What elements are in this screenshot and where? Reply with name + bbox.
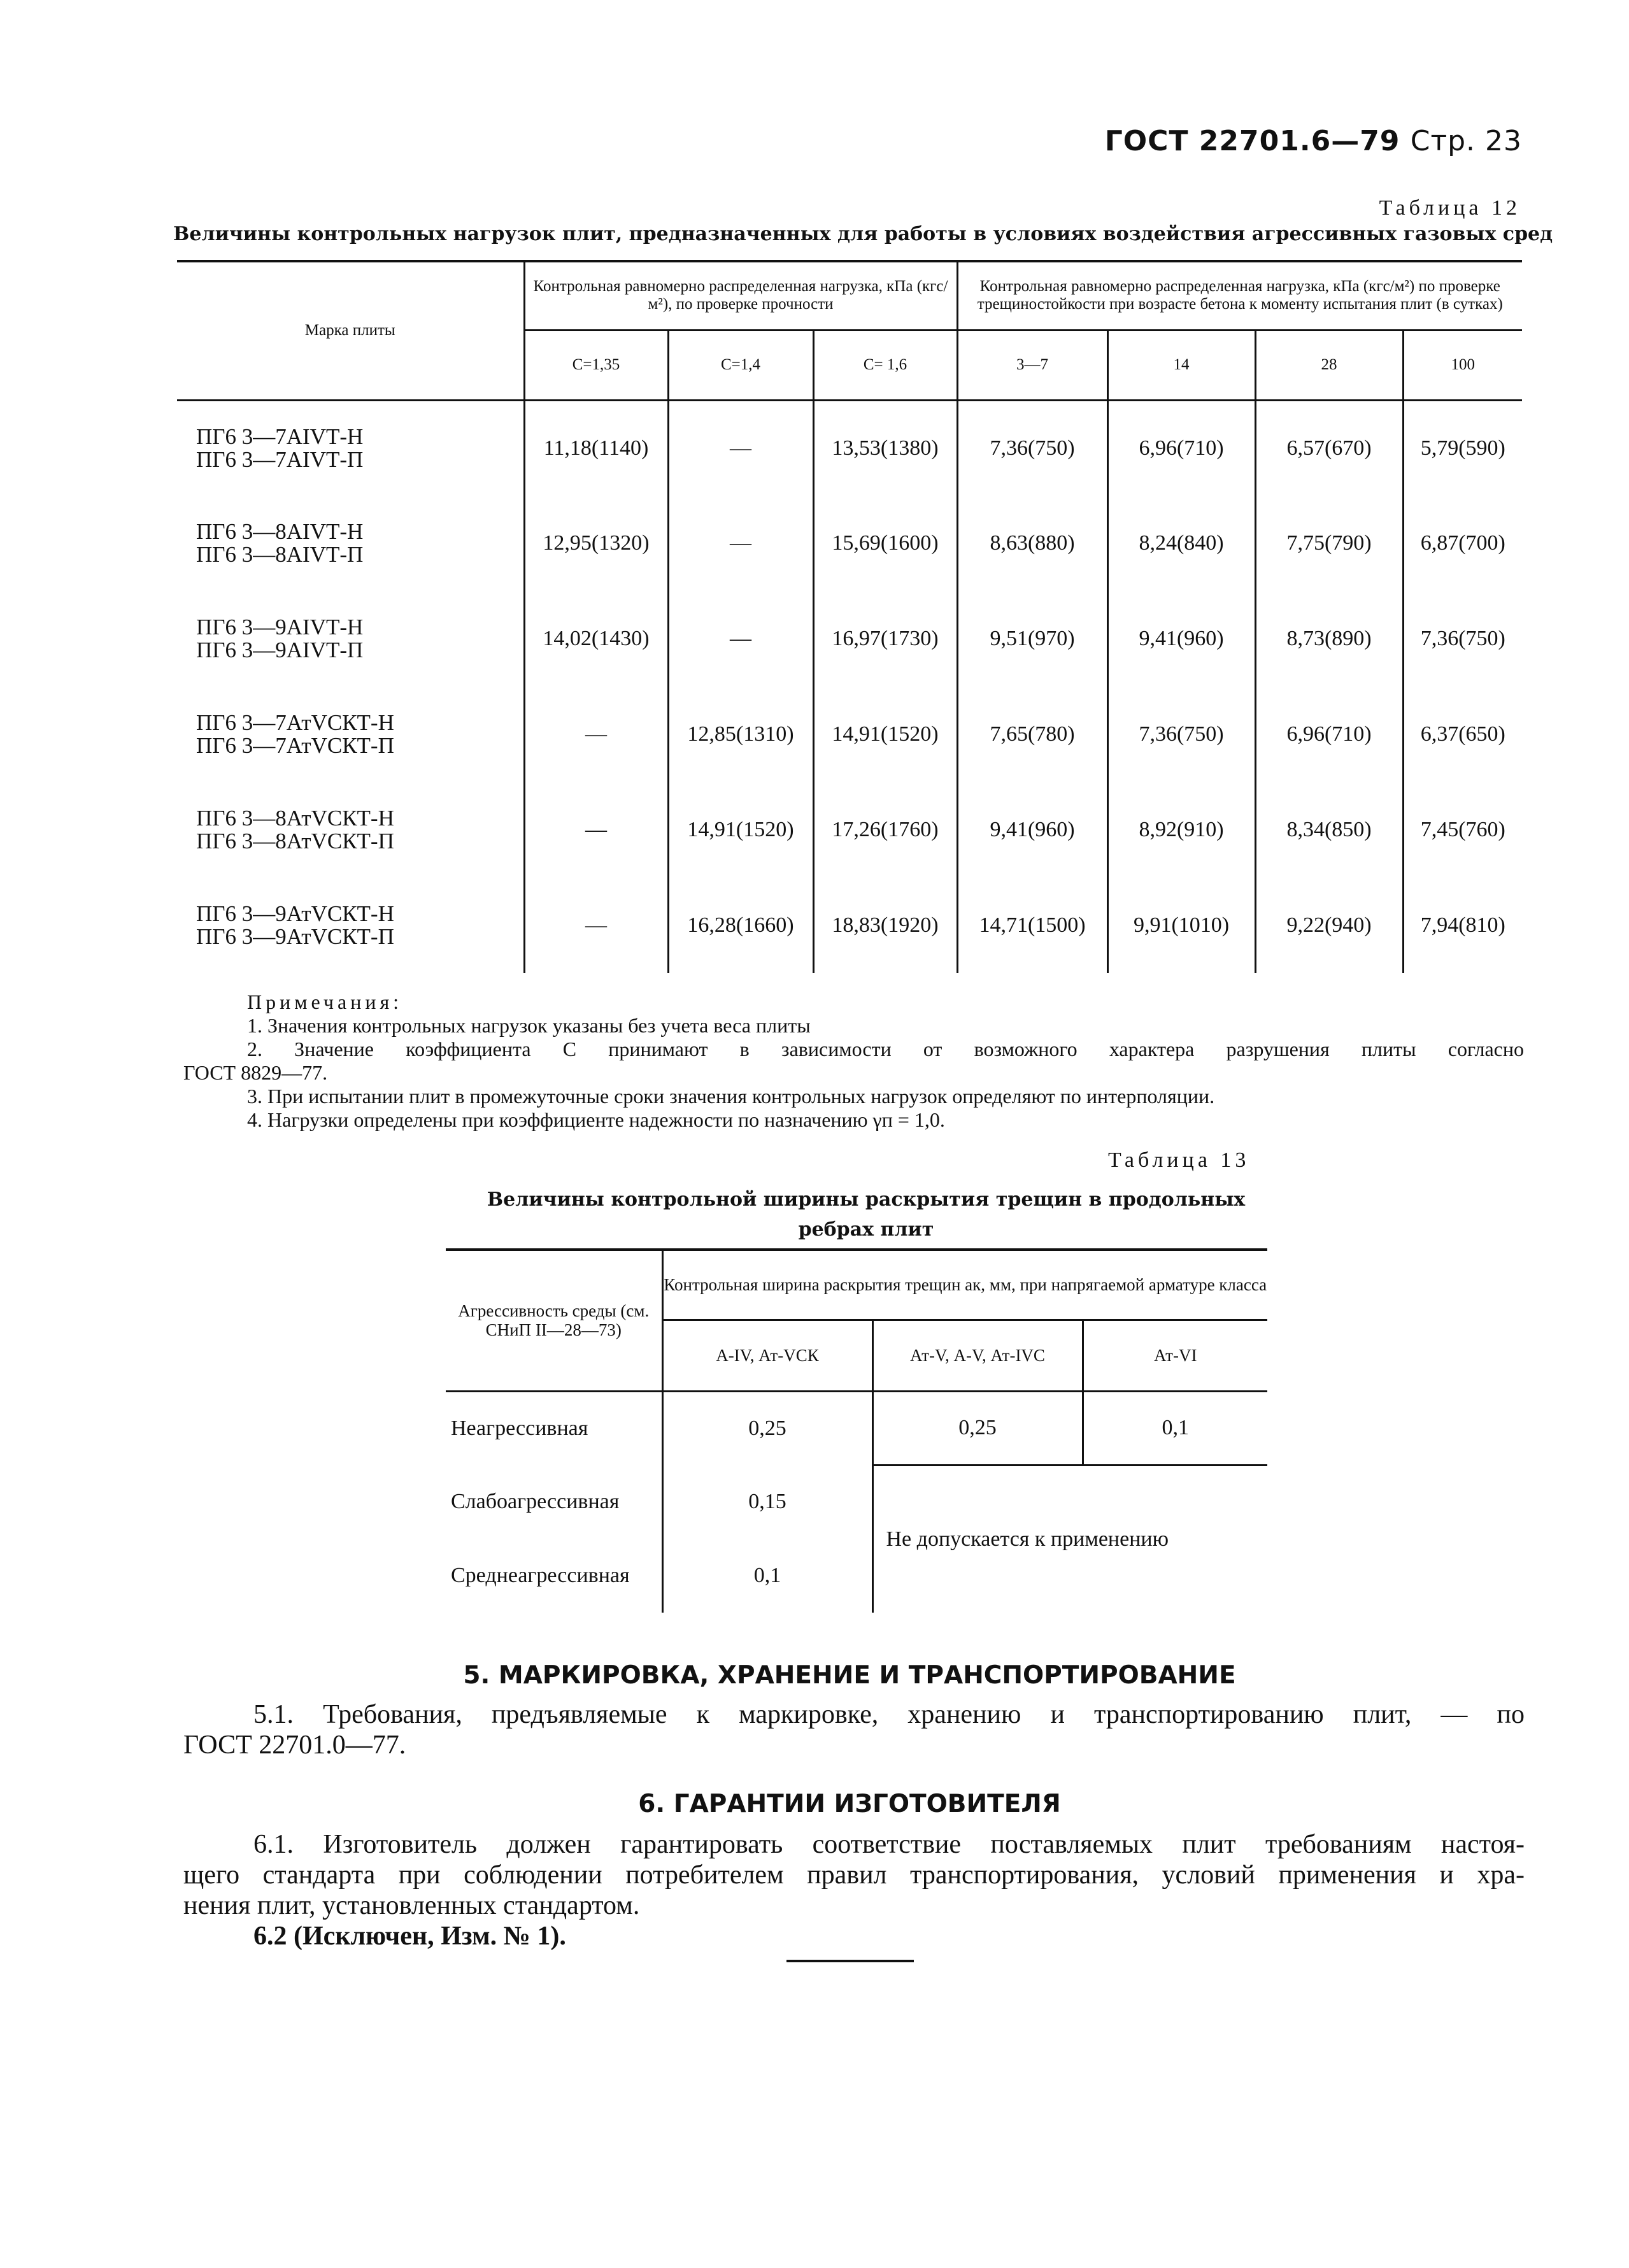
table-cell: 5,79(590) [1403,400,1522,496]
table12-notes [183,990,1524,1132]
sub-header-atv: Ат-V, А-V, Ат-IVС [872,1320,1083,1391]
table-cell: — [668,400,813,496]
table-cell: 14,91(1520) [813,687,957,782]
para-6-1-cont: щего стандарта при соблюдении потребителем правил транспортирования, условий применения и хра- [183,1860,1525,1890]
table-cell: 6,96(710) [1255,687,1403,782]
col-group-crack: Контрольная равномерно распределенная нагрузка, кПа (кгс/м²) по проверке трещиностойкости при возрасте бетона к моменту испытания плит (в сутках) [957,261,1522,330]
page-header [1105,125,1522,157]
table-cell: 7,36(750) [1403,591,1522,687]
table-cell: 0,25 [662,1391,872,1465]
doc-number: ГОСТ 22701.6—79 [1104,125,1400,157]
table-cell: 15,69(1600) [813,496,957,591]
table-cell: 0,1 [1083,1391,1267,1465]
table-cell: 6,96(710) [1107,400,1255,496]
table-cell: 13,53(1380) [813,400,957,496]
table-cell: 8,34(850) [1255,782,1403,878]
table-cell: 12,95(1320) [524,496,668,591]
section5-paragraph [183,1699,1525,1760]
plate-mark: ПГ6 3—8АтVСКТ-Н ПГ6 3—8АтVСКТ-П [196,806,394,853]
note-3: 3. При испытании плит в промежуточные сроки значения контрольных нагрузок определяют по интерполяции. [247,1085,1215,1108]
col-header-mark: Марка плиты [177,261,524,400]
sub-header-c135: С=1,35 [524,330,668,400]
table-cell: — [668,591,813,687]
page-number: Стр. 23 [1410,125,1522,157]
table12 [177,260,1522,973]
sub-header-c16: С= 1,6 [813,330,957,400]
col-group-strength: Контрольная равномерно распределенная нагрузка, кПа (кгс/м²), по проверке прочности [524,261,957,330]
table12-caption: Таблица 12 [1379,196,1521,220]
table-cell: 0,15 [662,1465,872,1539]
table13 [446,1248,1267,1613]
end-rule [786,1960,914,1962]
table-row [177,400,1522,496]
table-row [177,496,1522,591]
table-cell: 8,73(890) [1255,591,1403,687]
table-cell: 6,37(650) [1403,687,1522,782]
table-cell: 14,91(1520) [668,782,813,878]
col-group-crack-width: Контрольная ширина раскрытия трещин aк, мм, при напрягаемой арматуре класса [662,1250,1267,1320]
not-allowed-cell: Не допускается к применению [872,1465,1267,1613]
para-5-1-cont: ГОСТ 22701.0—77. [183,1730,406,1760]
table-cell: 7,36(750) [1107,687,1255,782]
table-row [177,687,1522,782]
sub-header-c14: С=1,4 [668,330,813,400]
table-cell: 7,75(790) [1255,496,1403,591]
para-6-1: 6.1. Изготовитель должен гарантировать соответствие поставляемых плит требованиям настоя- [253,1830,1525,1859]
table-cell: 17,26(1760) [813,782,957,878]
sub-header-3-7: 3—7 [957,330,1107,400]
table12-title: Величины контрольных нагрузок плит, предназначенных для работы в условиях воздействия агрессивных газовых сред [173,223,1553,245]
note-1: 1. Значения контрольных нагрузок указаны без учета веса плиты [247,1014,811,1037]
para-5-1: 5.1. Требования, предъявляемые к маркировке, хранению и транспортированию плит, — по [253,1700,1525,1729]
table-cell: 11,18(1140) [524,400,668,496]
env-label: Слабоагрессивная [451,1490,620,1513]
table-cell: 7,94(810) [1403,878,1522,973]
table-cell: 9,91(1010) [1107,878,1255,973]
table-cell: 0,1 [662,1539,872,1613]
table-row [446,1465,1267,1539]
note-4: 4. Нагрузки определены при коэффициенте надежности по назначению γп = 1,0. [247,1108,945,1131]
table13-title: Величины контрольной ширины раскрытия трещин в продольных ребрах плит [487,1188,1246,1241]
table-row [177,878,1522,973]
plate-mark: ПГ6 3—7АIVТ-Н ПГ6 3—7АIVТ-П [196,424,364,472]
env-label: Среднеагрессивная [451,1564,630,1587]
table-cell: 8,63(880) [957,496,1107,591]
table-cell: 9,41(960) [1107,591,1255,687]
table-row [446,1391,1267,1465]
sub-header-14: 14 [1107,330,1255,400]
table-cell: 6,87(700) [1403,496,1522,591]
para-6-2: 6.2 (Исключен, Изм. № 1). [253,1922,566,1951]
table-cell: 7,45(760) [1403,782,1522,878]
table-cell: 8,92(910) [1107,782,1255,878]
plate-mark: ПГ6 3—8АIVТ-Н ПГ6 3—8АIVТ-П [196,519,364,567]
sub-header-aiv: А-IV, Ат-VСК [662,1320,872,1391]
table-cell: — [524,782,668,878]
table-cell: 18,83(1920) [813,878,957,973]
table-row [177,591,1522,687]
table-cell: 7,36(750) [957,400,1107,496]
note-2-cont: ГОСТ 8829—77. [183,1061,328,1084]
sub-header-28: 28 [1255,330,1403,400]
table-cell: 14,02(1430) [524,591,668,687]
env-label: Неагрессивная [451,1416,588,1440]
table-cell: — [668,496,813,591]
table-cell: 16,28(1660) [668,878,813,973]
para-6-1-end: нения плит, установленных стандартом. [183,1891,640,1920]
plate-mark: ПГ6 3—9АIVТ-Н ПГ6 3—9АIVТ-П [196,615,364,662]
table-cell: 9,41(960) [957,782,1107,878]
table-cell: 16,97(1730) [813,591,957,687]
notes-heading: Примечания: [247,990,403,1013]
table-cell: — [524,687,668,782]
table-row [177,782,1522,878]
table-cell: 12,85(1310) [668,687,813,782]
table-cell: 14,71(1500) [957,878,1107,973]
table-cell: 9,51(970) [957,591,1107,687]
sub-header-atvi: Ат-VI [1083,1320,1267,1391]
table-cell: — [524,878,668,973]
section6-title: 6. ГАРАНТИИ ИЗГОТОВИТЕЛЯ [638,1790,1061,1818]
table-cell: 8,24(840) [1107,496,1255,591]
section6-paragraph [183,1829,1525,1951]
plate-mark: ПГ6 3—9АтVСКТ-Н ПГ6 3—9АтVСКТ-П [196,901,394,949]
table-cell: 9,22(940) [1255,878,1403,973]
table-cell: 0,25 [872,1391,1083,1465]
table-cell: 6,57(670) [1255,400,1403,496]
plate-mark: ПГ6 3—7АтVСКТ-Н ПГ6 3—7АтVСКТ-П [196,710,394,758]
section5-title: 5. МАРКИРОВКА, ХРАНЕНИЕ И ТРАНСПОРТИРОВАНИЕ [463,1661,1236,1690]
note-2: 2. Значение коэффициента С принимают в зависимости от возможного характера разрушения плиты согласно [247,1038,1524,1060]
sub-header-100: 100 [1403,330,1522,400]
table-cell: 7,65(780) [957,687,1107,782]
col-header-environment: Агрессивность среды (см. СНиП II—28—73) [446,1250,662,1391]
table13-caption: Таблица 13 [1108,1148,1250,1172]
